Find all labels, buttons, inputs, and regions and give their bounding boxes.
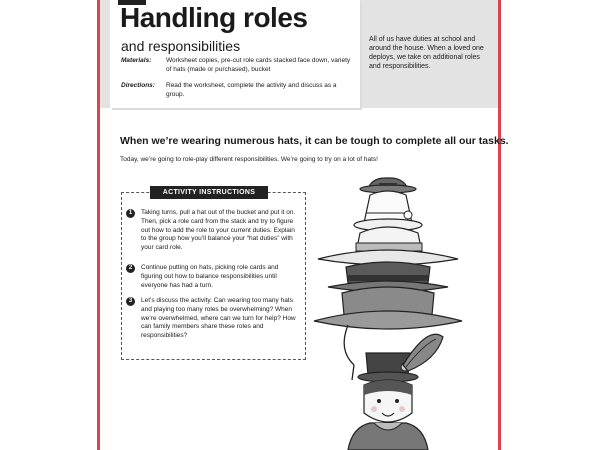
directions-label: Directions:: [121, 82, 155, 89]
white-hat: [354, 191, 422, 231]
materials-value: Worksheet copies, pre-cut role cards stacked face down, variety of hats (made or purchased), bucket: [166, 57, 351, 73]
section-headline: When we’re wearing numerous hats, it can be tough to complete all our tasks.: [120, 135, 509, 147]
directions-row: [121, 82, 356, 104]
step-text: Let’s discuss the activity. Can wearing too many hats and playing too many roles be overwhelming? When we’re overwhelmed, where can we turn for help? How can family members share these roles and responsibilities?: [141, 297, 296, 340]
step-number: 3: [126, 297, 135, 306]
stacked-hats-illustration: [308, 175, 468, 450]
child-shirt: [348, 423, 428, 450]
child-face: [364, 380, 412, 422]
materials-label: Materials:: [121, 57, 152, 64]
intro-text: All of us have duties at school and around the house. When a loved one deploys, we take on additional roles and responsibilities.: [369, 36, 484, 70]
step-text: Taking turns, pull a hat out of the bucket and put it on. Then, pick a role card from the stack and try to figure out how to add the role to your current duties. Explain to the group how you’ll balance your “hat duties” with your card role.: [141, 209, 296, 252]
step-number: 1: [126, 209, 135, 218]
wide-brim-hat: [318, 227, 458, 265]
step-number: 2: [126, 264, 135, 273]
page-subtitle: and responsibilities: [121, 38, 241, 54]
directions-value: Read the worksheet, complete the activity and discuss as a group.: [166, 82, 337, 98]
step-text: Continue putting on hats, picking role cards and figuring out how to balance responsibilities until everyone has had a turn.: [141, 264, 279, 289]
page-title: Handling roles: [120, 2, 308, 33]
materials-row: [121, 57, 356, 79]
feathered-hat: [358, 334, 443, 382]
activity-title: ACTIVITY INSTRUCTIONS: [150, 186, 268, 199]
section-lead: Today, we’re going to role-play different responsibilities. We’re going to try on a lot of hats!: [120, 156, 378, 163]
page-border-right: [498, 0, 501, 450]
header-gray-left: [100, 0, 110, 108]
